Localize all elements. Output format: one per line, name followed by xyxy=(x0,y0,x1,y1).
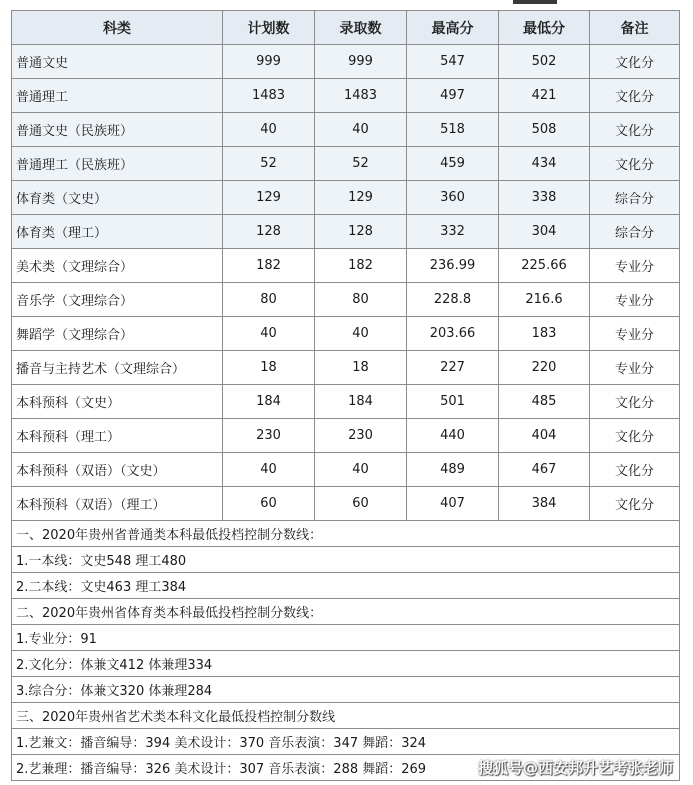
note-row xyxy=(12,547,680,573)
cell-min-score: 338 xyxy=(499,181,590,215)
table-row xyxy=(12,113,680,147)
cell-category: 普通文史（民族班） xyxy=(12,113,223,147)
cell-plan-count: 182 xyxy=(223,249,315,283)
top-edge-fragment xyxy=(513,0,557,4)
watermark-text: 搜狐号@西安邦升艺考张老师 xyxy=(478,759,674,777)
cell-max-score: 497 xyxy=(407,79,499,113)
cell-min-score: 467 xyxy=(499,453,590,487)
cell-max-score: 203.66 xyxy=(407,317,499,351)
cell-category: 本科预科（双语）（文史） xyxy=(12,453,223,487)
cell-category: 播音与主持艺术（文理综合） xyxy=(12,351,223,385)
table-body xyxy=(12,45,680,521)
cell-admitted-count: 40 xyxy=(315,113,407,147)
cell-min-score: 384 xyxy=(499,487,590,521)
note-text: 1.艺兼文：播音编导：394 美术设计：370 音乐表演：347 舞蹈：324 xyxy=(12,729,680,755)
cell-note: 文化分 xyxy=(590,453,680,487)
cell-min-score: 216.6 xyxy=(499,283,590,317)
cell-admitted-count: 182 xyxy=(315,249,407,283)
note-text: 1.一本线：文史548 理工480 xyxy=(12,547,680,573)
note-row xyxy=(12,651,680,677)
cell-category: 本科预科（理工） xyxy=(12,419,223,453)
table-row xyxy=(12,147,680,181)
cell-admitted-count: 1483 xyxy=(315,79,407,113)
note-row xyxy=(12,625,680,651)
cell-note: 文化分 xyxy=(590,113,680,147)
note-text: 2.艺兼理：播音编导：326 美术设计：307 音乐表演：288 舞蹈：269 xyxy=(12,755,680,781)
cell-max-score: 228.8 xyxy=(407,283,499,317)
cell-min-score: 404 xyxy=(499,419,590,453)
cell-admitted-count: 129 xyxy=(315,181,407,215)
cell-plan-count: 129 xyxy=(223,181,315,215)
table-row xyxy=(12,351,680,385)
header-category: 科类 xyxy=(12,11,223,45)
cell-category: 普通理工（民族班） xyxy=(12,147,223,181)
cell-note: 文化分 xyxy=(590,487,680,521)
table-row xyxy=(12,79,680,113)
cell-max-score: 459 xyxy=(407,147,499,181)
cell-max-score: 489 xyxy=(407,453,499,487)
cell-min-score: 304 xyxy=(499,215,590,249)
table-row xyxy=(12,385,680,419)
cell-max-score: 332 xyxy=(407,215,499,249)
cell-admitted-count: 40 xyxy=(315,317,407,351)
cell-admitted-count: 60 xyxy=(315,487,407,521)
cell-plan-count: 1483 xyxy=(223,79,315,113)
cell-admitted-count: 40 xyxy=(315,453,407,487)
cell-max-score: 236.99 xyxy=(407,249,499,283)
cell-note: 综合分 xyxy=(590,215,680,249)
cell-category: 普通文史 xyxy=(12,45,223,79)
note-text: 3.综合分：体兼文320 体兼理284 xyxy=(12,677,680,703)
table-row xyxy=(12,249,680,283)
table-row xyxy=(12,419,680,453)
cell-max-score: 547 xyxy=(407,45,499,79)
cell-min-score: 485 xyxy=(499,385,590,419)
cell-admitted-count: 230 xyxy=(315,419,407,453)
table-row xyxy=(12,487,680,521)
header-min-score: 最低分 xyxy=(499,11,590,45)
cell-plan-count: 40 xyxy=(223,113,315,147)
note-row xyxy=(12,729,680,755)
cell-category: 本科预科（双语）（理工） xyxy=(12,487,223,521)
cell-plan-count: 40 xyxy=(223,453,315,487)
note-row xyxy=(12,599,680,625)
cell-note: 专业分 xyxy=(590,351,680,385)
cell-note: 综合分 xyxy=(590,181,680,215)
cell-category: 普通理工 xyxy=(12,79,223,113)
header-note: 备注 xyxy=(590,11,680,45)
cell-admitted-count: 18 xyxy=(315,351,407,385)
table-row xyxy=(12,181,680,215)
table-row xyxy=(12,283,680,317)
admission-score-table xyxy=(11,10,680,521)
cell-category: 音乐学（文理综合） xyxy=(12,283,223,317)
table-row xyxy=(12,215,680,249)
table-row xyxy=(12,453,680,487)
note-row xyxy=(12,703,680,729)
cell-max-score: 407 xyxy=(407,487,499,521)
note-row xyxy=(12,573,680,599)
note-text: 一、2020年贵州省普通类本科最低投档控制分数线： xyxy=(12,521,680,547)
cell-plan-count: 80 xyxy=(223,283,315,317)
cell-plan-count: 52 xyxy=(223,147,315,181)
cell-note: 专业分 xyxy=(590,317,680,351)
note-row xyxy=(12,677,680,703)
cell-note: 专业分 xyxy=(590,249,680,283)
cell-category: 本科预科（文史） xyxy=(12,385,223,419)
cell-min-score: 421 xyxy=(499,79,590,113)
note-text: 2.文化分：体兼文412 体兼理334 xyxy=(12,651,680,677)
note-text: 1.专业分：91 xyxy=(12,625,680,651)
cell-admitted-count: 999 xyxy=(315,45,407,79)
cell-max-score: 227 xyxy=(407,351,499,385)
notes-body xyxy=(12,521,680,781)
cell-category: 美术类（文理综合） xyxy=(12,249,223,283)
cell-note: 文化分 xyxy=(590,147,680,181)
cell-admitted-count: 52 xyxy=(315,147,407,181)
note-row xyxy=(12,521,680,547)
cell-plan-count: 40 xyxy=(223,317,315,351)
table-header-row xyxy=(12,11,680,45)
cell-max-score: 360 xyxy=(407,181,499,215)
cell-min-score: 508 xyxy=(499,113,590,147)
cell-min-score: 225.66 xyxy=(499,249,590,283)
cell-plan-count: 18 xyxy=(223,351,315,385)
note-text: 二、2020年贵州省体育类本科最低投档控制分数线： xyxy=(12,599,680,625)
top-edge xyxy=(0,0,693,10)
cell-admitted-count: 80 xyxy=(315,283,407,317)
cell-admitted-count: 184 xyxy=(315,385,407,419)
cell-plan-count: 999 xyxy=(223,45,315,79)
cell-note: 文化分 xyxy=(590,45,680,79)
cell-min-score: 183 xyxy=(499,317,590,351)
table-row xyxy=(12,45,680,79)
header-max-score: 最高分 xyxy=(407,11,499,45)
header-admitted-count: 录取数 xyxy=(315,11,407,45)
cell-note: 文化分 xyxy=(590,79,680,113)
cell-plan-count: 60 xyxy=(223,487,315,521)
cell-min-score: 220 xyxy=(499,351,590,385)
cell-plan-count: 230 xyxy=(223,419,315,453)
cell-note: 文化分 xyxy=(590,419,680,453)
cell-plan-count: 128 xyxy=(223,215,315,249)
cell-max-score: 501 xyxy=(407,385,499,419)
cell-min-score: 434 xyxy=(499,147,590,181)
cell-admitted-count: 128 xyxy=(315,215,407,249)
cell-note: 专业分 xyxy=(590,283,680,317)
cell-category: 体育类（理工） xyxy=(12,215,223,249)
cell-plan-count: 184 xyxy=(223,385,315,419)
cell-category: 舞蹈学（文理综合） xyxy=(12,317,223,351)
note-text: 2.二本线：文史463 理工384 xyxy=(12,573,680,599)
cell-note: 文化分 xyxy=(590,385,680,419)
cell-max-score: 518 xyxy=(407,113,499,147)
table-row xyxy=(12,317,680,351)
header-plan-count: 计划数 xyxy=(223,11,315,45)
cell-min-score: 502 xyxy=(499,45,590,79)
cutoff-notes-table xyxy=(11,520,680,781)
cell-category: 体育类（文史） xyxy=(12,181,223,215)
cell-max-score: 440 xyxy=(407,419,499,453)
note-text: 三、2020年贵州省艺术类本科文化最低投档控制分数线 xyxy=(12,703,680,729)
